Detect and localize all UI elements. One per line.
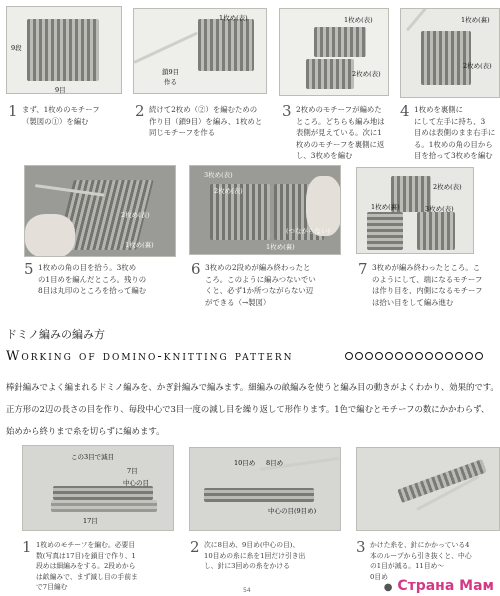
photo-label: 8目め [266,459,284,467]
step-text: 1枚めのモチーフを編む。必要目 数(写真は17目)を鎖目で作り、1 段めは細編みをする。2段めから は畝編みで、まず減し目の手前ま で7目編む [36,541,138,591]
photo-label: 1枚め(裏) [266,243,295,251]
photo-bottom-3 [356,447,500,531]
photo-label: 2枚め(表) [433,183,462,191]
photo-label: 7目 [127,467,138,475]
chain-link-icon [465,352,473,360]
chain-link-icon [355,352,363,360]
photo-label: 1枚め(裏) [371,203,400,211]
step-bottom-1 [22,540,184,593]
step-text: 1枚めを裏側に にして左手に持ち、3 目めは表側のまま右手に る。1枚めの角の目から 目を拾って3枚めを編む [414,105,496,160]
photo-step-5 [24,165,176,257]
step-bottom-2 [190,540,355,572]
photo-label: 2枚め(表) [214,187,243,195]
photo-label: 2枚め(表) [352,70,381,78]
step-6 [191,262,356,308]
chain-link-icon [425,352,433,360]
section-heading-jp: ドミノ編みの編み方 [6,328,105,341]
chain-link-icon [395,352,403,360]
photo-label: (つながらない) [286,227,331,235]
chain-link-icon [385,352,393,360]
intro-line: 棒針編みでよく編まれるドミノ編みを、かぎ針編みで編みます。細編みの畝編みを使うと編み目の動きがよくわかり、効果的です。 [6,382,499,392]
chain-link-icon [475,352,483,360]
step-number: 2 [135,102,145,120]
chain-link-icon [435,352,443,360]
step-text: 次に8目め、9目め(中心の目)、 10目めの糸に糸を1回だけ引き出 し、針に3回めの糸をかける [204,541,306,570]
step-1 [8,104,128,127]
step-bottom-3 [356,540,500,582]
photo-step-3 [279,8,389,96]
watermark-logo [384,578,494,594]
photo-label: 3枚め(表) [425,205,454,213]
step-text: 続けて2枚め（②）を編むための 作り目（鎖9目）を編み、1枚めと 同じモチーフを作る [149,105,263,137]
watermark-text: Страна Мам [397,578,494,594]
photo-step-4 [400,8,500,98]
photo-bottom-1 [22,445,174,531]
chain-ornament [345,352,483,360]
photo-step-2 [133,8,267,94]
section-heading-en: Working of domino-knitting pattern [6,349,294,364]
photo-label: 10目め [234,459,256,467]
step-number: 3 [356,540,366,556]
step-text: まず、1枚めのモチーフ （製図の①）を編む [22,105,100,126]
step-number: 1 [8,102,18,120]
chain-link-icon [345,352,353,360]
watermark-dot-icon: ● [383,582,393,593]
chain-link-icon [445,352,453,360]
photo-label: この3目で減目 [71,453,115,461]
photo-label: 9段 [11,44,22,52]
photo-label: 1枚め(裏) [461,16,490,24]
intro-line: 正方形の2辺の長さの目を作り、毎段中心で3目一度の減し目を繰り返して形作ります。1色で編むとモチーフの数にかかわらず、 [6,404,490,414]
photo-label: 2枚め(表) [121,211,150,219]
step-number: 5 [24,260,34,278]
step-3 [282,104,397,162]
step-4 [400,104,500,162]
photo-step-7 [356,167,474,254]
photo-label: 1枚め(裏) [125,241,154,249]
photo-step-6 [189,165,341,255]
intro-line: 始めから終りまで糸を切らずに編めます。 [6,426,165,436]
step-number: 2 [190,538,200,556]
photo-step-1 [6,6,122,94]
step-2 [135,104,275,139]
chain-link-icon [405,352,413,360]
step-text: 1枚めの角の目を拾う。3枚め の1目めを編んだところ。残りの 8目は丸印のところを拾って編む [38,263,147,295]
photo-label: 作る [164,78,177,86]
photo-label: 3枚め(表) [204,171,233,179]
intro-paragraph [6,376,500,442]
photo-label: 1枚め(表) [219,14,248,22]
photo-label: 鎖9目 [162,68,180,76]
step-5 [24,262,184,297]
step-number: 3 [282,102,292,120]
photo-label: 中心の目(9目め) [268,507,317,515]
photo-label: 2枚め(表) [463,62,492,70]
step-number: 1 [22,538,32,556]
photo-label: 9目 [55,86,66,94]
step-text: かけた糸を、針にかかっている4 本のループから引き抜くと、中心 の1目が減る。11目め〜 0目め [370,541,472,581]
step-7 [358,262,498,308]
step-number: 4 [400,104,410,120]
photo-label: 中心の目 [123,479,149,487]
step-number: 6 [191,260,201,278]
step-text: 3枚めが編み終わったところ。こ のようにして、端になるモチーフ は作り目を、内側になるモチーフ は拾い目をして編み進む [372,263,483,307]
step-number: 7 [358,260,368,278]
page-number: 54 [243,587,251,594]
chain-link-icon [455,352,463,360]
photo-label: 1枚め(表) [344,16,373,24]
chain-link-icon [375,352,383,360]
chain-link-icon [415,352,423,360]
step-text: 2枚めのモチーフが編めた ところ。どちらも編み地は 表側が見えている。次に1 枚めのモチーフを裏側に返 し、3枚めを編む [296,105,385,160]
photo-bottom-2 [189,447,341,531]
step-text: 3枚めの2段めが編み終わったと ころ。このように編みつないでい くと、必ず1か所つながらない辺 ができる（→製図） [205,263,316,307]
photo-label: 17目 [83,517,98,525]
chain-link-icon [365,352,373,360]
